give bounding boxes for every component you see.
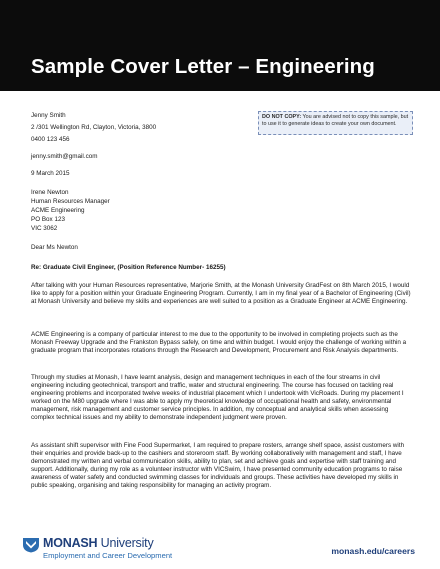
recipient-name: Irene Newton <box>31 189 69 196</box>
monash-shield-icon <box>22 537 40 553</box>
paragraph-3: Through my studies at Monash, I have learnt analysis, design and management techniques in each of the four streams in civil engineering including geotechnical, transport and traffic, water and structural engineering. The course has focused on tackling real engineering problems and incorporated twelve weeks of industrial placement which I undertook with VicRoads. During my placement I worked on the M80 upgrade where I was able to apply my theoretical knowledge of occupational health and safety, environmental management, risk management and customer service principles. In addition, my conceptual and analytical skills when assessing complex technical issues and my ability to demonstrate independent judgment were proven. <box>31 374 404 421</box>
salutation: Dear Ms Newton <box>31 244 78 251</box>
letter-date: 9 March 2015 <box>31 170 70 177</box>
paragraph-1: After talking with your Human Resources representative, Marjorie Smith, at the Monash University GradFest on 8th March 2015, I would like to apply for a position within your Graduate Engineering Program. Currently, I am in my final year of a Bachelor of Engineering (Civil) at Monash University and believe my skills and experiences are well suited to a position as a Graduate Engineer at ACME Engineering. <box>31 282 411 305</box>
monash-logo-text <box>43 536 154 550</box>
paragraph-2: ACME Engineering is a company of particular interest to me due to the opportunity to be involved in completing projects such as the Monash Freeway Upgrade and the Frankston Bypass safely, on time and within budget. I would enjoy the challenge of working within a graduate program that incorporates rotations through the Research and Development, Procurement and Risk Analysis departments. <box>31 331 407 354</box>
sender-name: Jenny Smith <box>31 112 66 119</box>
careers-url[interactable]: monash.edu/careers <box>331 546 415 556</box>
recipient-state: VIC 3062 <box>31 225 58 232</box>
footer <box>0 525 440 569</box>
recipient-title: Human Resources Manager <box>31 198 110 205</box>
sender-email: jenny.smith@gmail.com <box>31 153 98 160</box>
subject-line: Re: Graduate Civil Engineer, (Position Reference Number- 16255) <box>31 264 226 271</box>
page-title: Sample Cover Letter – Engineering <box>31 55 375 78</box>
do-not-copy-notice <box>258 111 413 135</box>
sender-phone: 0400 123 456 <box>31 136 70 143</box>
header-bar <box>0 0 440 91</box>
brand-rest: University <box>97 536 154 550</box>
paragraph-4: As assistant shift supervisor with Fine Food Supermarket, I am required to prepare rosters, arrange shelf space, assist customers with their enquiries and provide back-up to the cashiers and storeroom staff. By working collaboratively with management and staff, I have demonstrated my written and verbal communication skills, ability to plan, set and achieve goals and expertise with staff training and support. Additionally, during my role as a volunteer instructor with VICSwim, I have presented community education programs to raise awareness of water safety and conducted swimming classes for individuals and groups. These activities have developed my skills in public speaking, organising and taking responsibility for managing an activity program. <box>31 442 405 489</box>
notice-label: DO NOT COPY: <box>262 114 302 120</box>
department-name: Employment and Career Development <box>43 551 173 560</box>
brand-strong: MONASH <box>43 536 98 550</box>
sender-address: 2 /301 Wellington Rd, Clayton, Victoria, 3800 <box>31 124 157 131</box>
recipient-company: ACME Engineering <box>31 207 85 214</box>
recipient-po-box: PO Box 123 <box>31 216 65 223</box>
notice-text: You are advised not to copy this sample, but to use it to generate ideas to create your own document. <box>262 114 409 128</box>
